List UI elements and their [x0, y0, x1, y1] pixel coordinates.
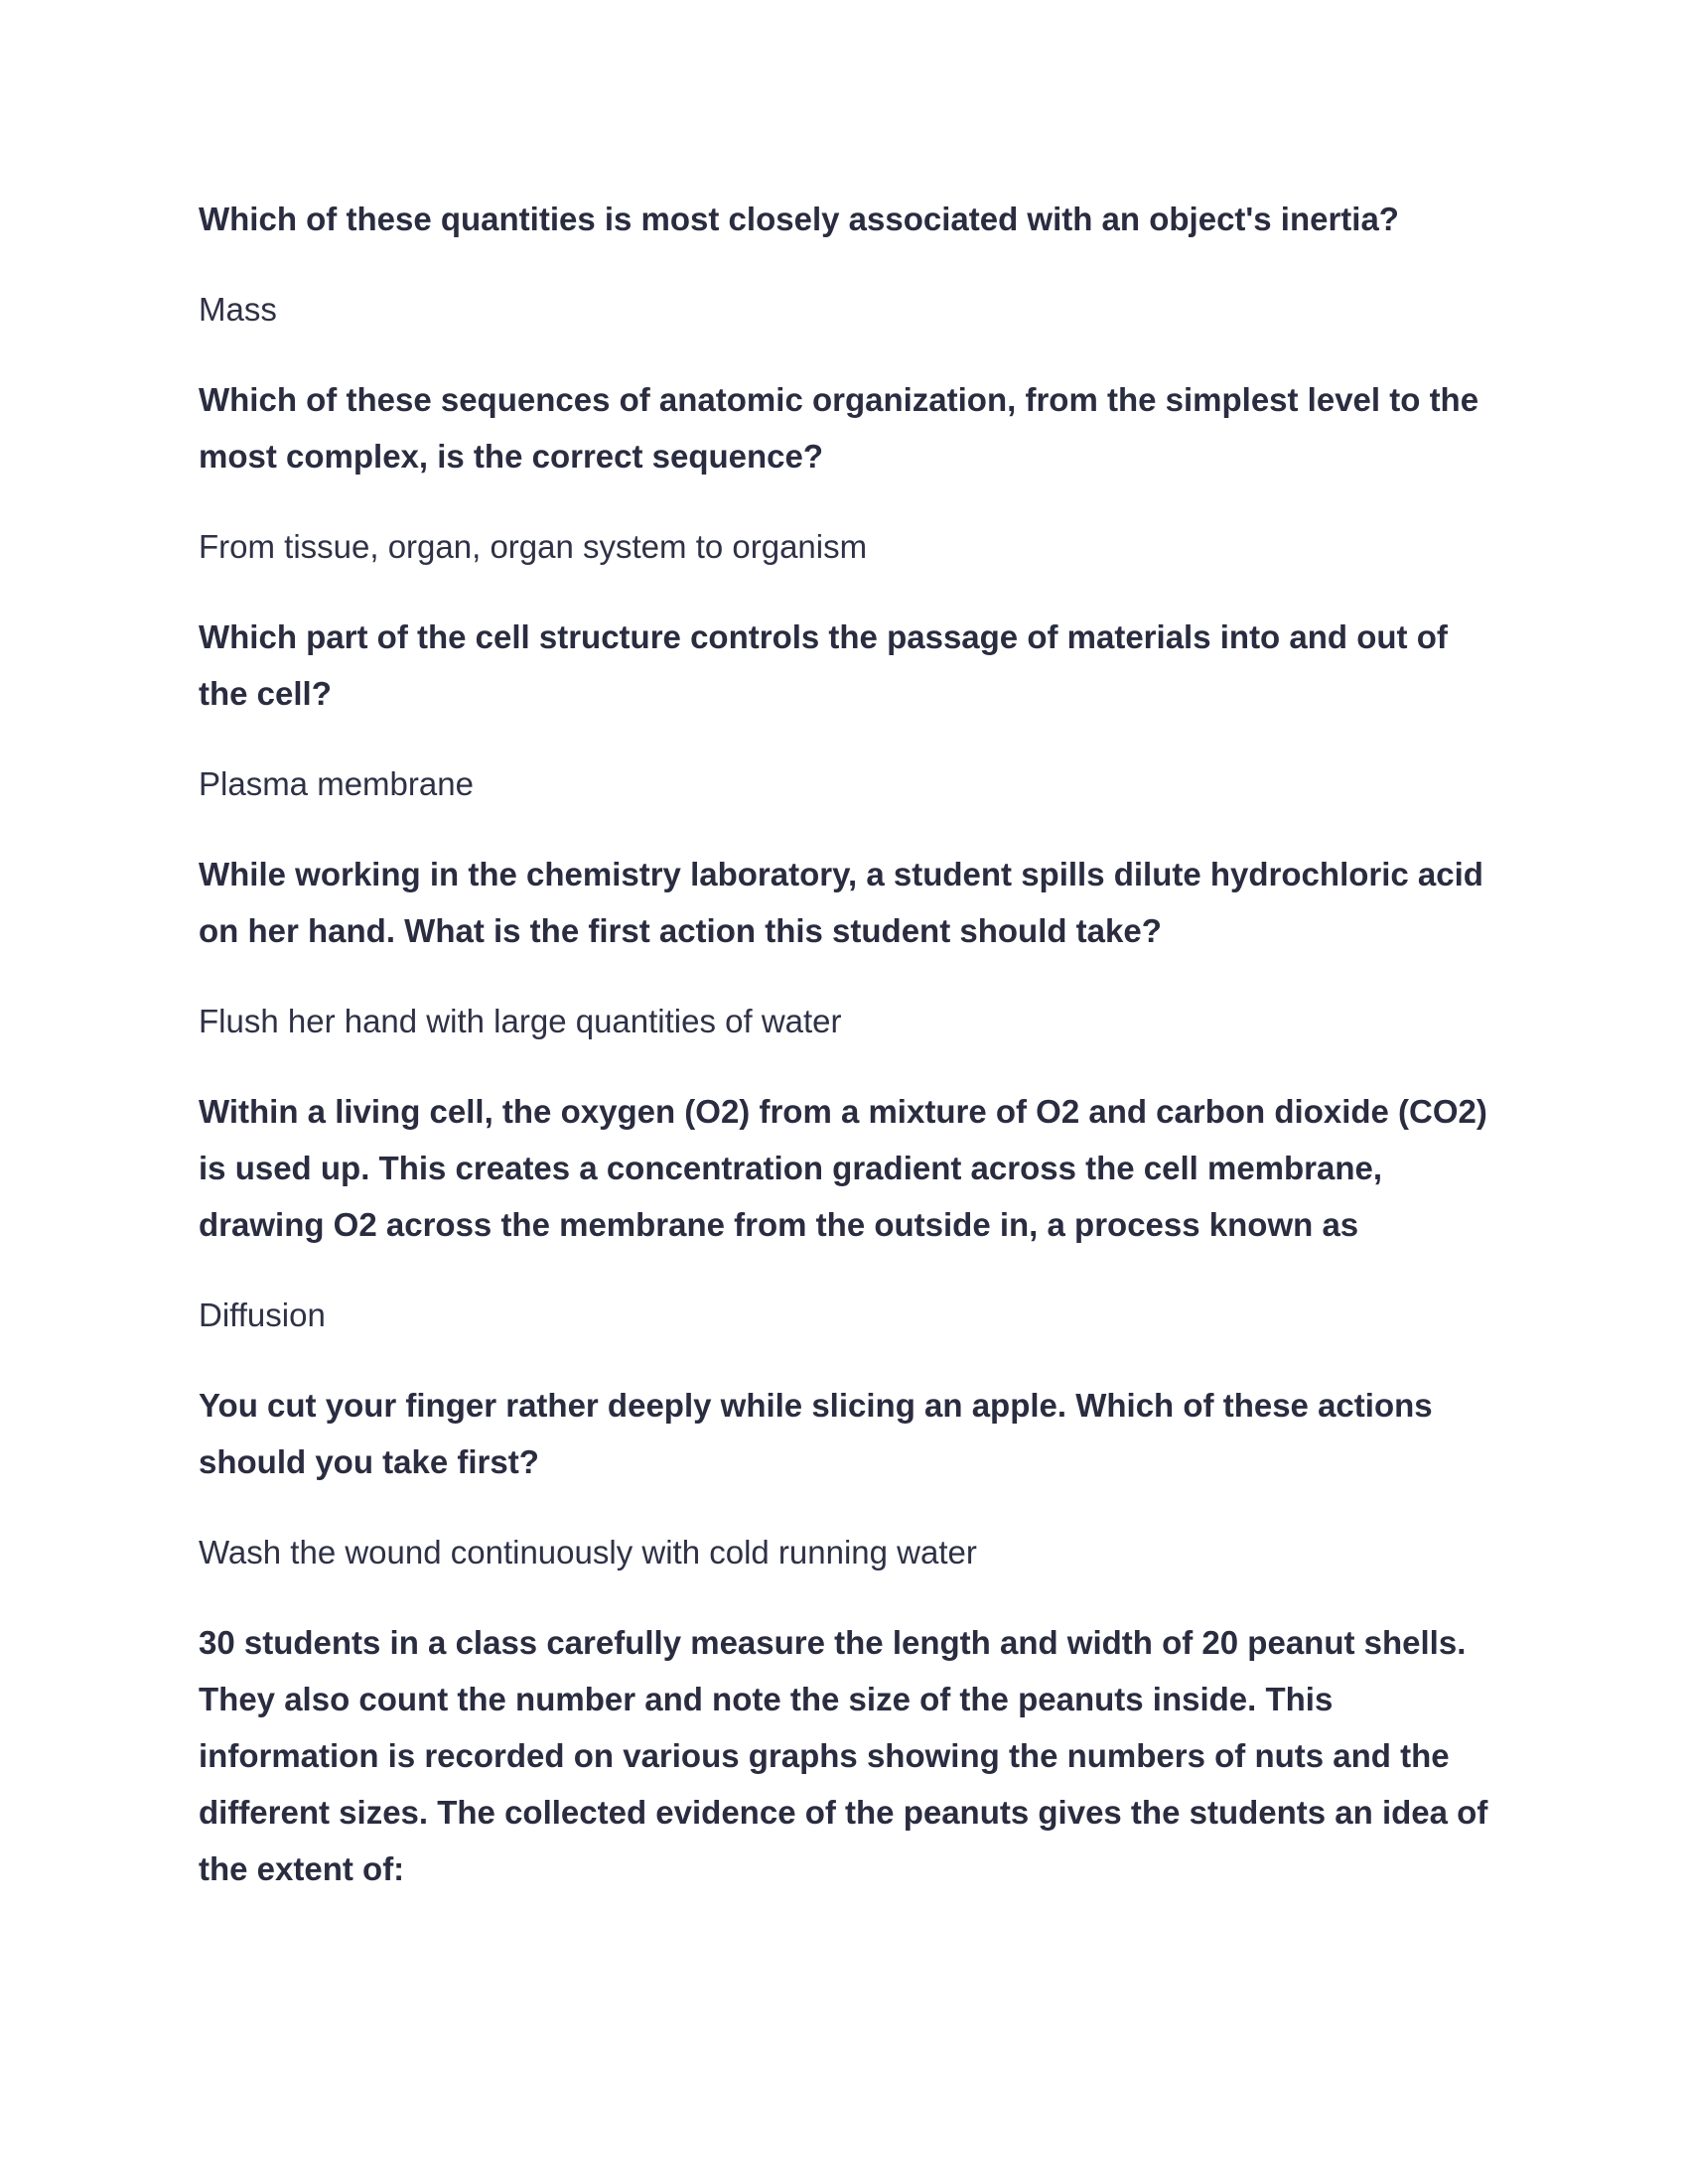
question-4: While working in the chemistry laboratory, a student spills dilute hydrochloric acid on her hand. What is the first action this student should take?: [199, 856, 1483, 949]
answer-2: From tissue, organ, organ system to organism: [199, 528, 868, 565]
answer-6: Wash the wound continuously with cold running water: [199, 1534, 977, 1570]
question-5: Within a living cell, the oxygen (O2) from a mixture of O2 and carbon dioxide (CO2) is used up. This creates a concentration gradient across the cell membrane, drawing O2 across the membrane from the outside in, a process known as: [199, 1093, 1487, 1243]
question-6: You cut your finger rather deeply while slicing an apple. Which of these actions should you take first?: [199, 1387, 1433, 1480]
question-3: Which part of the cell structure controls the passage of materials into and out of the cell?: [199, 618, 1448, 712]
answer-1: Mass: [199, 291, 277, 328]
answer-3: Plasma membrane: [199, 765, 474, 802]
answer-4: Flush her hand with large quantities of water: [199, 1003, 842, 1039]
question-7: 30 students in a class carefully measure the length and width of 20 peanut shells. They also count the number and note the size of the peanuts inside. This information is recorded on various graphs showing the numbers of nuts and the different sizes. The collected evidence of the peanuts gives the students an idea of the extent of:: [199, 1624, 1488, 1887]
question-2: Which of these sequences of anatomic organization, from the simplest level to the most complex, is the correct sequence?: [199, 381, 1479, 475]
qa-list: [199, 191, 1489, 1897]
answer-5: Diffusion: [199, 1297, 326, 1333]
question-1: Which of these quantities is most closely associated with an object's inertia?: [199, 201, 1399, 237]
